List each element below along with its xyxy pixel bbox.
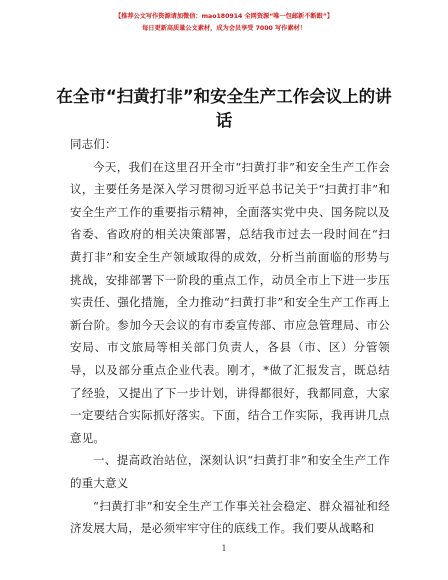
paragraph-intro: 今天，我们在这里召开全市“扫黄打非”和安全生产工作会议，主要任务是深入学习贯彻习近平总书记关于“扫黄打非”和安全生产工作的重要指示精神，全面落实党中央、国务院以及省委、省政府的相关决策部署，总结我市过去一段时间在“扫黄打非”和安全生产领域取得的成效，分析当前面临的形势与挑战，安排部署下一阶段的重点工作，动员全市上下进一步压实责任、强化措施，全力推动“扫黄打非”和安全生产工作再上新台阶。参加今天会议的有市委宣传部、市应急管理局、市公安局、市文旅局等相关部门负责人，各县（市、区）分管领导，以及部分重点企业代表。刚才，*做了汇报发言，既总结了经验，又提出了下一步计划，讲得都很好，我都同意，大家一定要结合实际抓好落实。下面，结合工作实际，我再讲几点意见。 [70,159,390,445]
salutation: 同志们： [70,137,117,151]
promo-banner-line-1: 【推荐公文写作资源请加微信：mao180914 全网资源“唯一包邮新不断跟”】 [114,13,334,20]
paragraph-section-1: “扫黄打非”和安全生产工作事关社会稳定、群众福祉和经济发展大局，是必须牢牢守住的底线工作。我们要从战略和 [70,498,390,536]
document-body [70,133,390,540]
section-heading-1: 一、提高政治站位，深刻认识“扫黄打非”和安全生产工作的重大意义 [70,453,390,490]
page-number: 1 [221,544,227,553]
promo-banner-line-2: 每日更新高质量公文素材，成为会员享受 7000 写作素材！ [142,25,306,32]
document-title: 在全市“扫黄打非”和安全生产工作会议上的讲话 [56,87,392,130]
